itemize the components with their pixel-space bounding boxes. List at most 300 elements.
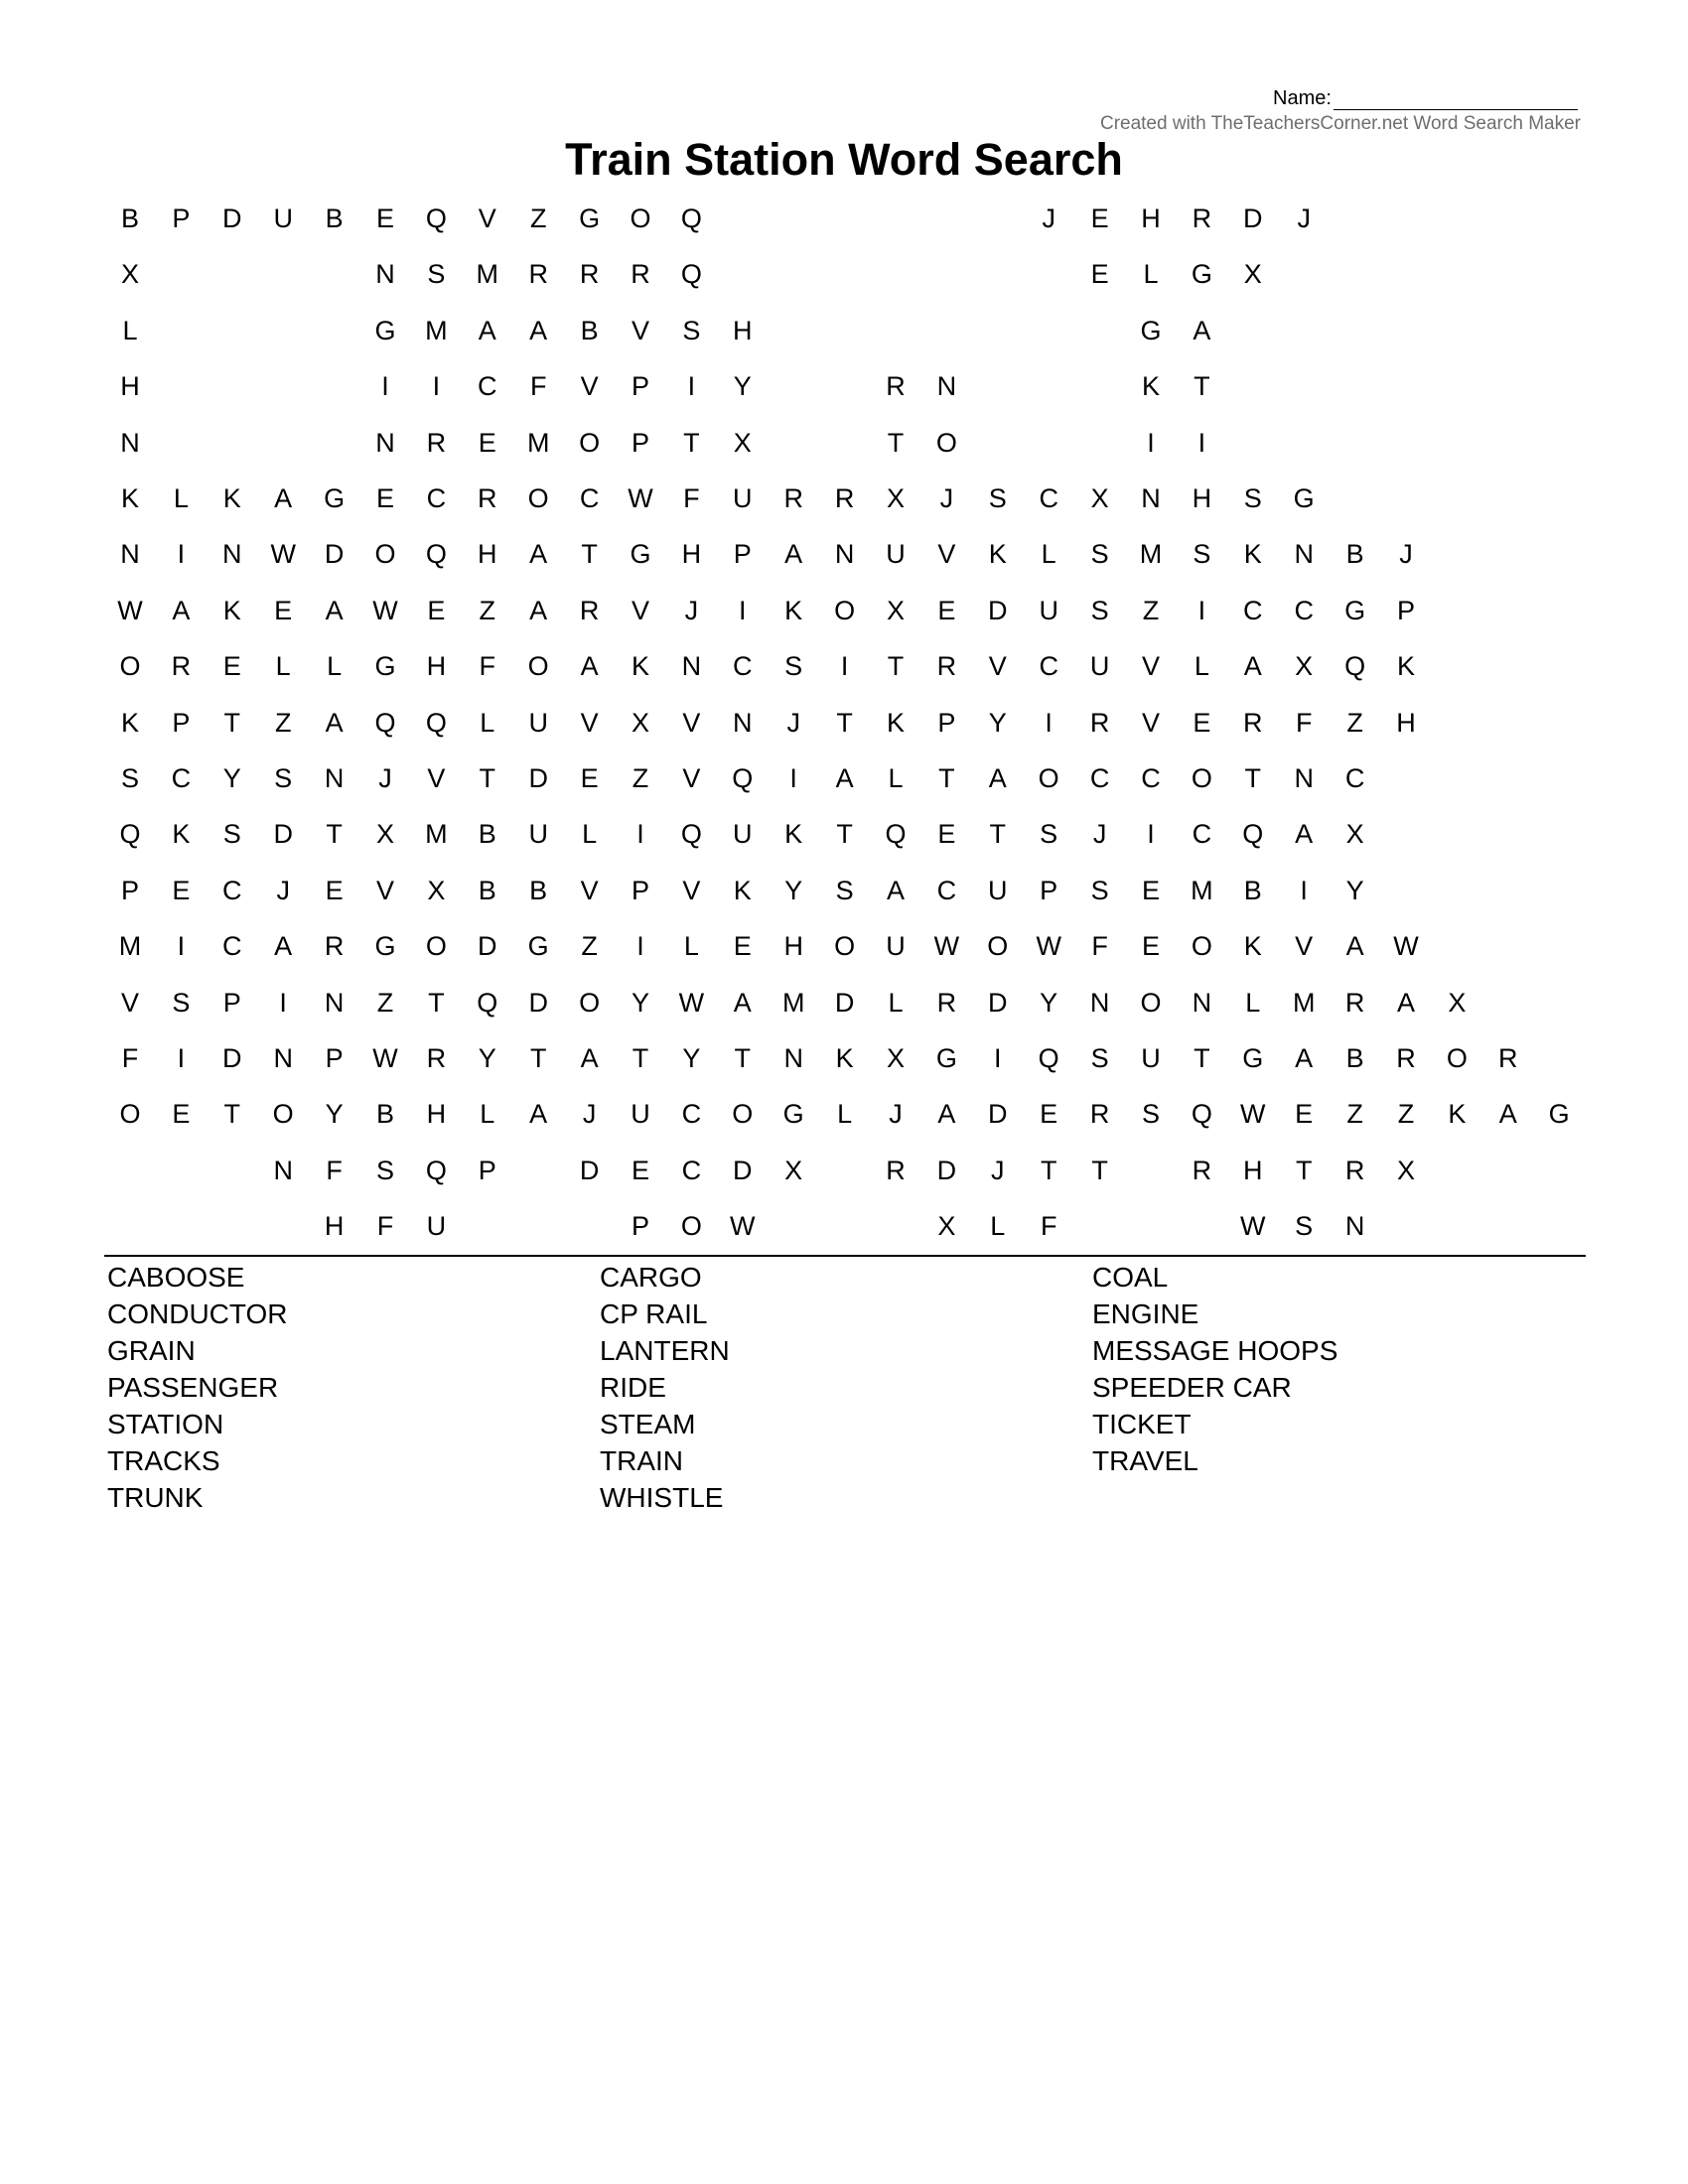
- grid-letter: J: [1042, 204, 1055, 233]
- grid-letter: Y: [1040, 987, 1058, 1018]
- grid-letter: O: [119, 651, 141, 682]
- grid-letter: C: [1141, 763, 1161, 793]
- grid-letter: N: [834, 539, 855, 570]
- grid-letter: L: [122, 315, 138, 345]
- grid-letter: Q: [425, 1155, 447, 1185]
- grid-letter: O: [1038, 763, 1059, 793]
- grid-letter: N: [1192, 987, 1212, 1018]
- credit-line: Created with TheTeachersCorner.net Word Search Maker: [1099, 113, 1581, 134]
- grid-letter: J: [991, 1155, 1005, 1185]
- grid-letter: N: [375, 427, 395, 458]
- grid-letter: J: [582, 1099, 597, 1130]
- grid-letter: K: [733, 875, 752, 905]
- grid-letter: E: [222, 651, 241, 682]
- grid-letter: R: [631, 259, 650, 290]
- grid-letter: D: [222, 1043, 242, 1073]
- grid-letter: T: [836, 819, 853, 850]
- word-list-column-3: [1092, 1259, 1569, 1479]
- word-item: COAL: [1092, 1262, 1169, 1293]
- grid-letter: T: [326, 819, 343, 850]
- grid-letter: E: [580, 763, 599, 793]
- grid-letter: L: [275, 651, 291, 682]
- grid-letter: I: [687, 371, 696, 402]
- grid-letter: E: [1141, 931, 1160, 962]
- grid-letter: T: [479, 763, 496, 793]
- grid-letter: Q: [1344, 651, 1366, 682]
- grid-letter: E: [1040, 1099, 1058, 1130]
- grid-letter: E: [1193, 707, 1211, 738]
- grid-letter: K: [1396, 651, 1415, 682]
- grid-letter: T: [1040, 1155, 1057, 1185]
- grid-letter: I: [177, 1043, 186, 1073]
- word-list-column-2: [600, 1259, 1076, 1516]
- grid-letter: R: [1089, 1099, 1110, 1130]
- grid-letter: E: [937, 595, 956, 625]
- grid-letter: G: [630, 539, 651, 570]
- grid-letter: Y: [784, 875, 803, 905]
- grid-letter: X: [1243, 259, 1262, 290]
- grid-letter: E: [478, 427, 496, 458]
- grid-letter: V: [988, 651, 1007, 682]
- grid-letter: A: [835, 763, 854, 793]
- grid-letter: G: [527, 931, 549, 962]
- word-item: STATION: [107, 1409, 224, 1439]
- grid-letter: R: [834, 483, 855, 513]
- grid-letter: K: [172, 819, 191, 850]
- grid-letter: Z: [1142, 595, 1160, 625]
- grid-letter: B: [478, 875, 496, 905]
- grid-letter: L: [1041, 539, 1056, 570]
- grid-letter: O: [987, 931, 1009, 962]
- grid-letter: N: [375, 259, 395, 290]
- grid-letter: T: [989, 819, 1007, 850]
- grid-letter: M: [1191, 875, 1213, 905]
- grid-letter: H: [1192, 483, 1212, 513]
- grid-letter: D: [1243, 204, 1263, 233]
- grid-letter: N: [120, 539, 140, 570]
- divider-line: [104, 1255, 1586, 1257]
- word-item: TRACKS: [107, 1445, 220, 1476]
- grid-letter: U: [1089, 651, 1110, 682]
- grid-letter: A: [172, 595, 191, 625]
- grid-letter: C: [936, 875, 957, 905]
- word-item: CONDUCTOR: [107, 1298, 288, 1329]
- grid-letter: A: [1345, 931, 1364, 962]
- grid-letter: B: [1345, 1043, 1364, 1073]
- grid-letter: O: [527, 651, 549, 682]
- grid-letter: X: [1396, 1155, 1415, 1185]
- grid-letter: H: [324, 1211, 345, 1242]
- grid-letter: A: [274, 483, 293, 513]
- grid-letter: L: [480, 1099, 495, 1130]
- grid-letter: I: [636, 819, 644, 850]
- grid-letter: J: [1297, 204, 1311, 233]
- grid-letter: S: [274, 763, 293, 793]
- grid-letter: H: [783, 931, 803, 962]
- grid-letter: E: [1090, 259, 1109, 290]
- grid-letter: K: [886, 707, 905, 738]
- grid-letter: A: [274, 931, 293, 962]
- grid-letter: N: [681, 651, 702, 682]
- grid-letter: L: [888, 987, 904, 1018]
- grid-letter: N: [936, 371, 957, 402]
- grid-letter: O: [630, 204, 651, 233]
- grid-letter: P: [631, 371, 649, 402]
- grid-letter: O: [935, 427, 957, 458]
- grid-letter: E: [937, 819, 956, 850]
- grid-letter: T: [734, 1043, 752, 1073]
- word-item: TICKET: [1092, 1409, 1192, 1439]
- grid-letter: R: [1498, 1043, 1518, 1073]
- grid-letter: A: [580, 1043, 599, 1073]
- grid-letter: H: [681, 539, 702, 570]
- grid-letter: D: [528, 987, 548, 1018]
- grid-letter: C: [1192, 819, 1212, 850]
- grid-letter: M: [781, 987, 805, 1018]
- grid-letter: T: [632, 1043, 649, 1073]
- grid-letter: P: [120, 875, 139, 905]
- grid-letter: E: [1295, 1099, 1314, 1130]
- word-item: TRAVEL: [1092, 1445, 1198, 1476]
- grid-letter: V: [580, 875, 599, 905]
- grid-letter: L: [683, 931, 699, 962]
- grid-letter: Q: [374, 707, 396, 738]
- grid-letter: E: [375, 483, 394, 513]
- grid-letter: E: [172, 1099, 191, 1130]
- grid-letter: U: [528, 819, 548, 850]
- grid-letter: N: [273, 1043, 293, 1073]
- grid-letter: U: [273, 204, 293, 233]
- grid-letter: E: [172, 875, 191, 905]
- grid-letter: O: [732, 1099, 754, 1130]
- word-list-column-1: [107, 1259, 584, 1516]
- grid-letter: U: [1039, 595, 1058, 625]
- grid-letter: F: [529, 371, 547, 402]
- name-label: Name:: [1273, 87, 1332, 109]
- grid-letter: Z: [529, 204, 547, 233]
- word-item: CP RAIL: [600, 1298, 708, 1329]
- grid-letter: M: [425, 819, 448, 850]
- grid-letter: N: [1294, 763, 1314, 793]
- grid-letter: J: [939, 483, 954, 513]
- word-item: CABOOSE: [107, 1262, 245, 1293]
- grid-letter: T: [1194, 371, 1210, 402]
- grid-letter: I: [994, 1043, 1002, 1073]
- grid-letter: I: [1197, 427, 1206, 458]
- grid-letter: H: [426, 1099, 447, 1130]
- page-title: Train Station Word Search: [565, 134, 1123, 185]
- grid-letter: V: [682, 875, 701, 905]
- grid-letter: C: [1089, 763, 1110, 793]
- grid-letter: U: [631, 1099, 650, 1130]
- grid-letter: W: [628, 483, 653, 513]
- grid-letter: A: [478, 315, 496, 345]
- grid-letter: X: [784, 1155, 803, 1185]
- grid-letter: N: [1141, 483, 1161, 513]
- grid-letter: X: [1295, 651, 1314, 682]
- grid-letter: B: [529, 875, 548, 905]
- grid-letter: I: [1300, 875, 1308, 905]
- grid-letter: O: [272, 1099, 294, 1130]
- grid-letter: O: [680, 1211, 702, 1242]
- grid-letter: T: [581, 539, 598, 570]
- grid-letter: X: [427, 875, 446, 905]
- grid-letter: L: [1143, 259, 1159, 290]
- grid-letter: G: [324, 483, 346, 513]
- grid-letter: L: [990, 1211, 1006, 1242]
- grid-letter: F: [1040, 1211, 1057, 1242]
- grid-letter: T: [223, 1099, 241, 1130]
- grid-letter: I: [177, 539, 186, 570]
- grid-letter: P: [172, 204, 191, 233]
- grid-letter: V: [478, 204, 496, 233]
- grid-letter: I: [789, 763, 797, 793]
- grid-letter: K: [835, 1043, 854, 1073]
- grid-letter: A: [529, 595, 548, 625]
- grid-letter: J: [889, 1099, 903, 1130]
- grid-letter: K: [988, 539, 1007, 570]
- grid-letter: Y: [478, 1043, 496, 1073]
- grid-letter: W: [1036, 931, 1061, 962]
- grid-letter: S: [682, 315, 701, 345]
- grid-letter: P: [1040, 875, 1058, 905]
- grid-letter: I: [1045, 707, 1053, 738]
- grid-letter: V: [580, 707, 599, 738]
- grid-letter: H: [426, 651, 447, 682]
- grid-letter: B: [1243, 875, 1262, 905]
- grid-letter: P: [478, 1155, 496, 1185]
- grid-letter: I: [1147, 819, 1155, 850]
- grid-letter: D: [273, 819, 293, 850]
- grid-letter: H: [733, 315, 753, 345]
- grid-letter: R: [886, 1155, 906, 1185]
- grid-letter: N: [1344, 1211, 1365, 1242]
- grid-letter: O: [1446, 1043, 1468, 1073]
- grid-letter: N: [324, 763, 345, 793]
- grid-letter: I: [381, 371, 389, 402]
- grid-letter: C: [171, 763, 192, 793]
- grid-letter: C: [426, 483, 447, 513]
- grid-letter: I: [432, 371, 441, 402]
- grid-letter: R: [1192, 204, 1212, 233]
- grid-letter: F: [1295, 707, 1313, 738]
- grid-letter: Z: [632, 763, 649, 793]
- grid-letter: C: [579, 483, 600, 513]
- grid-letter: A: [1498, 1099, 1517, 1130]
- grid-letter: R: [936, 987, 957, 1018]
- grid-letter: K: [120, 483, 139, 513]
- grid-letter: C: [1294, 595, 1314, 625]
- grid-letter: X: [886, 1043, 905, 1073]
- grid-letter: J: [1399, 539, 1413, 570]
- grid-letter: R: [1192, 1155, 1212, 1185]
- grid-letter: F: [1091, 931, 1108, 962]
- grid-letter: A: [1243, 651, 1262, 682]
- grid-letter: Y: [222, 763, 241, 793]
- grid-letter: A: [733, 987, 752, 1018]
- word-item: TRAIN: [600, 1445, 683, 1476]
- grid-letter: D: [478, 931, 497, 962]
- grid-letter: A: [988, 763, 1007, 793]
- grid-letter: O: [1140, 987, 1162, 1018]
- grid-letter: L: [1194, 651, 1209, 682]
- grid-letter: P: [631, 1211, 649, 1242]
- grid-letter: U: [528, 707, 548, 738]
- grid-letter: G: [374, 931, 396, 962]
- grid-letter: Q: [732, 763, 754, 793]
- grid-letter: A: [1295, 819, 1314, 850]
- grid-letter: R: [426, 1043, 447, 1073]
- grid-letter: S: [784, 651, 803, 682]
- grid-letter: V: [631, 315, 649, 345]
- grid-letter: H: [478, 539, 497, 570]
- grid-letter: D: [988, 1099, 1008, 1130]
- grid-letter: R: [1243, 707, 1263, 738]
- grid-letter: U: [733, 819, 753, 850]
- grid-letter: V: [1295, 931, 1314, 962]
- grid-letter: S: [1090, 595, 1109, 625]
- grid-letter: G: [1548, 1099, 1570, 1130]
- grid-letter: Y: [325, 1099, 344, 1130]
- grid-letter: V: [1141, 651, 1160, 682]
- grid-letter: Q: [680, 259, 702, 290]
- grid-letter: S: [1243, 483, 1262, 513]
- grid-letter: E: [427, 595, 446, 625]
- grid-letter: T: [683, 427, 700, 458]
- grid-letter: O: [1191, 763, 1212, 793]
- grid-letter: A: [1193, 315, 1211, 345]
- grid-letter: K: [784, 819, 803, 850]
- grid-letter: W: [117, 595, 143, 625]
- word-item: TRUNK: [107, 1482, 204, 1513]
- grid-letter: M: [526, 427, 550, 458]
- grid-letter: A: [1295, 1043, 1314, 1073]
- grid-letter: T: [1194, 1043, 1210, 1073]
- word-item: GRAIN: [107, 1335, 196, 1366]
- grid-letter: V: [375, 875, 394, 905]
- grid-letter: L: [837, 1099, 853, 1130]
- grid-letter: X: [631, 707, 649, 738]
- grid-letter: T: [887, 427, 905, 458]
- grid-letter: U: [733, 483, 753, 513]
- grid-letter: O: [834, 931, 856, 962]
- grid-letter: Q: [425, 204, 447, 233]
- grid-letter: O: [425, 931, 447, 962]
- grid-letter: R: [1089, 707, 1110, 738]
- grid-letter: R: [426, 427, 447, 458]
- grid-letter: Q: [1038, 1043, 1059, 1073]
- grid-letter: C: [733, 651, 753, 682]
- grid-letter: Q: [425, 707, 447, 738]
- grid-letter: E: [733, 931, 752, 962]
- grid-letter: S: [988, 483, 1007, 513]
- grid-letter: T: [428, 987, 445, 1018]
- grid-letter: X: [937, 1211, 956, 1242]
- grid-letter: A: [529, 1099, 548, 1130]
- grid-letter: M: [1139, 539, 1163, 570]
- word-item: LANTERN: [600, 1335, 730, 1366]
- grid-letter: R: [1344, 1155, 1365, 1185]
- grid-letter: B: [1345, 539, 1364, 570]
- grid-letter: W: [730, 1211, 756, 1242]
- grid-letter: V: [682, 763, 701, 793]
- grid-letter: M: [118, 931, 142, 962]
- grid-letter: L: [582, 819, 598, 850]
- grid-letter: J: [684, 595, 699, 625]
- word-item: PASSENGER: [107, 1372, 279, 1403]
- grid-letter: B: [580, 315, 599, 345]
- grid-letter: X: [1345, 819, 1364, 850]
- grid-letter: O: [527, 483, 549, 513]
- grid-letter: K: [1243, 539, 1262, 570]
- grid-letter: Y: [1345, 875, 1364, 905]
- grid-letter: E: [325, 875, 344, 905]
- grid-letter: T: [223, 707, 241, 738]
- word-item: SPEEDER CAR: [1092, 1372, 1292, 1403]
- grid-letter: D: [324, 539, 345, 570]
- grid-letter: Z: [376, 987, 394, 1018]
- grid-letter: O: [119, 1099, 141, 1130]
- grid-letter: T: [1244, 763, 1262, 793]
- grid-letter: T: [1091, 1155, 1108, 1185]
- grid-letter: S: [172, 987, 191, 1018]
- grid-letter: C: [222, 875, 242, 905]
- word-item: MESSAGE HOOPS: [1092, 1335, 1338, 1366]
- grid-letter: N: [1089, 987, 1110, 1018]
- grid-letter: Y: [733, 371, 752, 402]
- grid-letter: O: [1191, 931, 1212, 962]
- grid-letter: K: [1141, 371, 1160, 402]
- grid-letter: K: [784, 595, 803, 625]
- grid-letter: Y: [682, 1043, 701, 1073]
- grid-letter: D: [222, 204, 242, 233]
- grid-letter: N: [222, 539, 242, 570]
- grid-letter: L: [888, 763, 904, 793]
- grid-letter: R: [783, 483, 803, 513]
- grid-letter: A: [325, 595, 344, 625]
- grid-letter: U: [988, 875, 1008, 905]
- grid-letter: C: [681, 1155, 702, 1185]
- grid-letter: M: [1292, 987, 1316, 1018]
- word-item: STEAM: [600, 1409, 696, 1439]
- grid-letter: D: [579, 1155, 600, 1185]
- grid-letter: B: [120, 204, 139, 233]
- grid-letter: C: [1243, 595, 1263, 625]
- grid-letter: N: [120, 427, 140, 458]
- grid-letter: Y: [631, 987, 649, 1018]
- grid-letter: N: [733, 707, 753, 738]
- grid-letter: H: [1396, 707, 1416, 738]
- grid-letter: S: [1295, 1211, 1314, 1242]
- grid-letter: Z: [1346, 1099, 1363, 1130]
- grid-letter: V: [1141, 707, 1160, 738]
- grid-letter: D: [988, 595, 1008, 625]
- grid-letter: F: [376, 1211, 394, 1242]
- grid-letter: F: [683, 483, 700, 513]
- grid-letter: P: [1396, 595, 1415, 625]
- grid-letter: W: [270, 539, 296, 570]
- grid-letter: R: [936, 651, 957, 682]
- grid-letter: K: [222, 595, 241, 625]
- grid-letter: A: [529, 539, 548, 570]
- grid-letter: J: [276, 875, 290, 905]
- grid-letter: H: [1141, 204, 1161, 233]
- grid-letter: A: [784, 539, 803, 570]
- grid-letter: K: [631, 651, 649, 682]
- grid-letter: D: [988, 987, 1008, 1018]
- grid-letter: W: [372, 1043, 398, 1073]
- grid-letter: G: [935, 1043, 957, 1073]
